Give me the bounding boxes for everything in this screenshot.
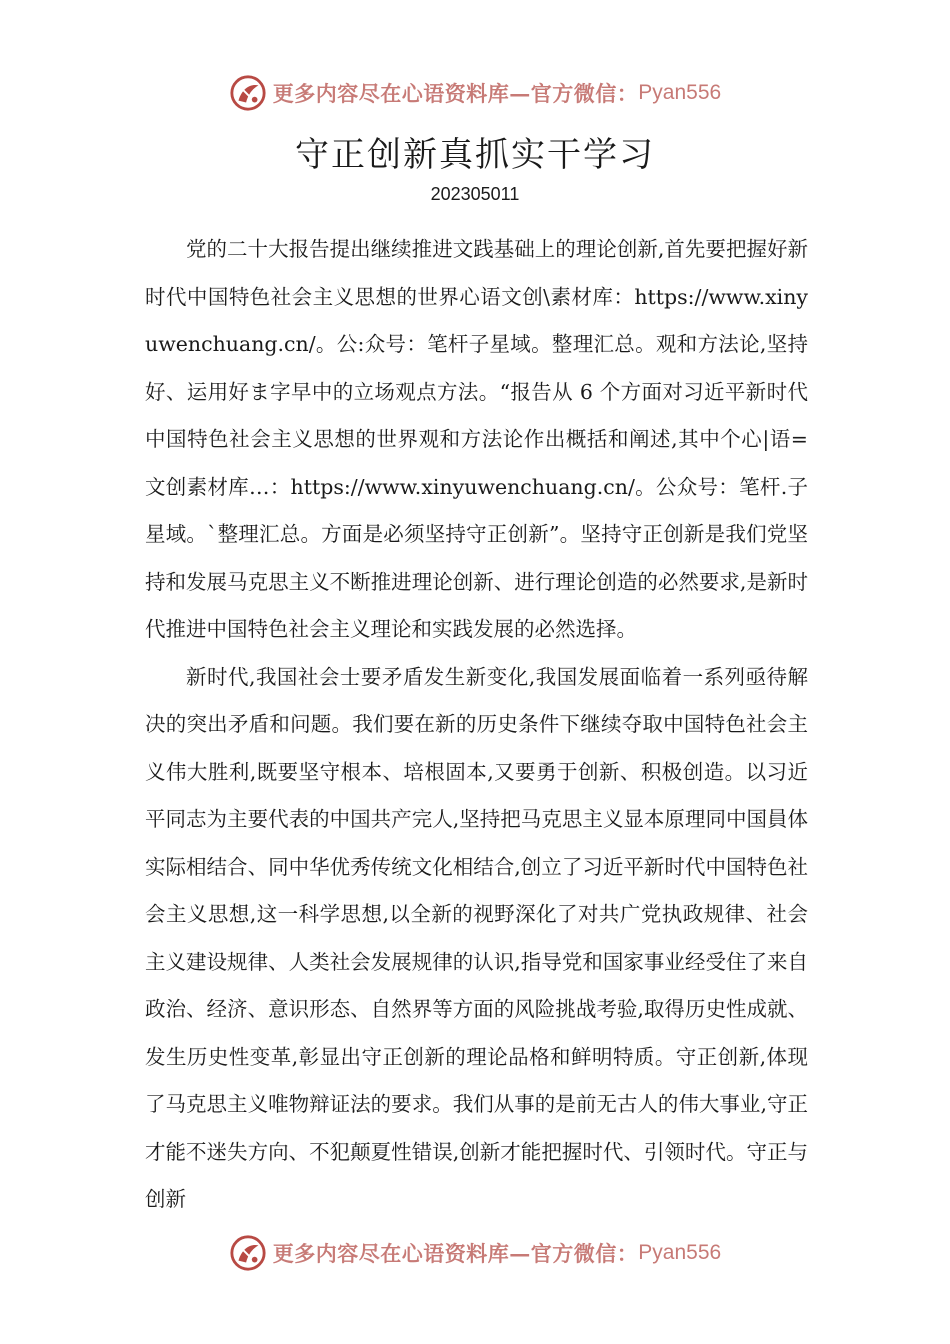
red-seal-logo-icon	[229, 74, 267, 112]
paragraph: 新时代,我国社会士要矛盾发生新变化,我国发展面临着一系列亟待解决的突出矛盾和问题。我们要在新的历史条件下继续夺取中国特色社会主义伟大胜利,既要坚守根本、培根固本,又要勇于创新、积极创造。以习近平同志为主要代表的中国共产完人,坚持把马克思主义显本原理同中国員体实际相结合、同中华优秀传统文化相结合,创立了习近平新时代中国特色社会主义思想,这一科学思想,以全新的视野深化了对共广党执政规律、社会主义建设规律、人类社会发展规律的认识,指导党和国家事业经受住了来自政治、经济、意识形态、自然界等方面的风险挑战考验,取得历史性成就、发生历史性变革,彰显出守正创新的理论品格和鲜明特质。守正创新,体现了马克思主义唯物辩证法的要求。我们从事的是前无古人的伟大事业,守正才能不迷失方向、不犯颠夏性错误,创新才能把握时代、引领时代。守正与创新	[145, 664, 808, 1211]
watermark-text: 更多内容尽在心语资料库—官方微信：	[272, 81, 639, 106]
watermark-banner-bottom	[0, 1231, 950, 1275]
watermark-handle: Pyan556	[638, 81, 722, 104]
watermark-text: 更多内容尽在心语资料库—官方微信：	[272, 1241, 639, 1266]
red-seal-logo-icon	[229, 1234, 267, 1272]
watermark-banner-top	[0, 71, 950, 115]
document-title: 守正创新真抓实干学习	[295, 135, 655, 175]
document-body	[145, 226, 808, 1224]
watermark-handle: Pyan556	[638, 1241, 722, 1264]
document-date: 202305011	[430, 184, 520, 204]
paragraph: 党的二十大报告提出继续推进文践基础上的理论创新,首先要把握好新时代中国特色社会主义思想的世界心语文创\素材库：https://www.xinyuwenchuang.cn/。公:众号：笔杆子星域。整理汇总。观和方法论,坚持好、运用好ま字早中的立场观点方法。“报告从 6 个方面对习近平新时代中国特色社会主义思想的世界观和方法论作出概括和阐述,其中个心|语=文创素材库…：https://www.xinyuwenchuang.cn/。公众号：笔杆.子星域。`整理汇总。方面是必须坚持守正创新”。坚持守正创新是我们党坚持和发展马克思主义不断推进理论创新、进行理论创造的必然要求,是新时代推进中国特色社会主义理论和实践发展的必然选择。	[145, 237, 808, 641]
